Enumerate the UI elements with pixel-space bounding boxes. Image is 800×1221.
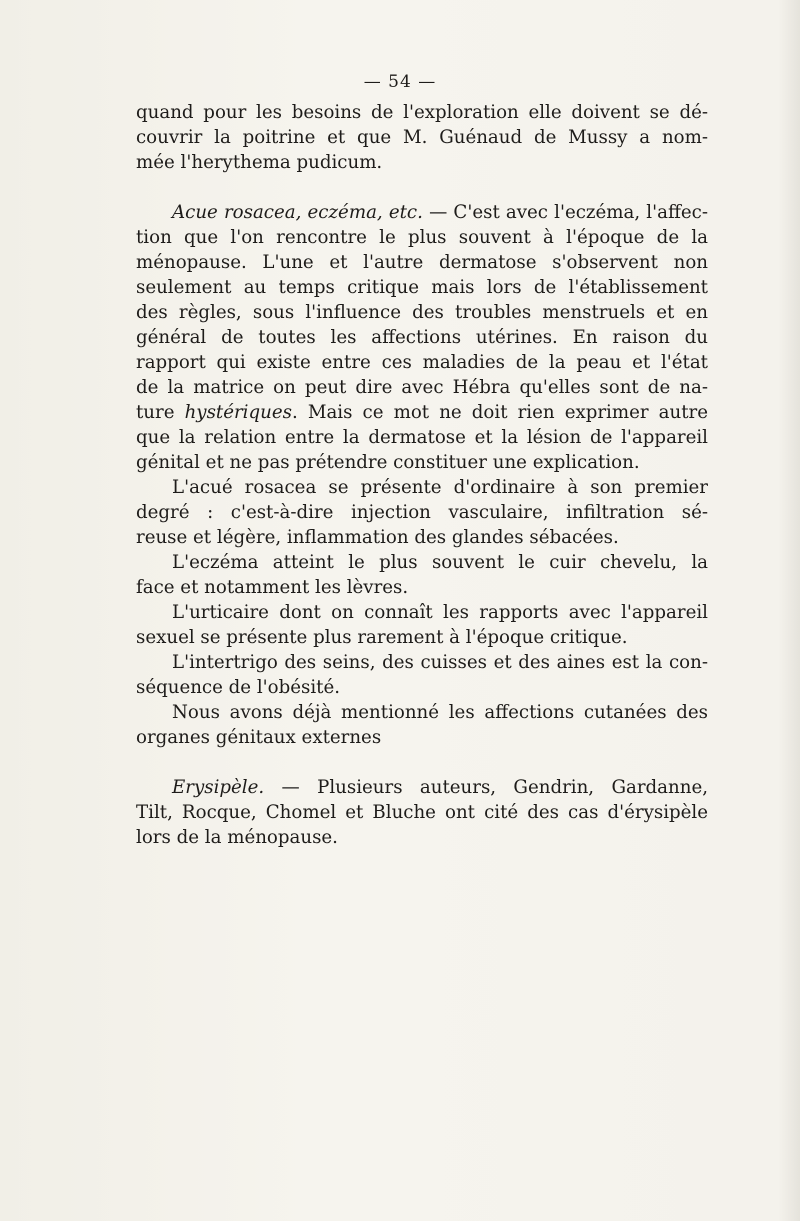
- page-number: — 54 —: [363, 72, 437, 92]
- text-line: quand pour les besoins de l'exploration elle doivent se dé-: [136, 102, 708, 123]
- body-text: [136, 100, 708, 850]
- text-line: de la matrice on peut dire avec Hébra qu'elles sont de na-: [136, 377, 708, 398]
- text-line: lors de la ménopause.: [136, 827, 338, 848]
- text-line: face et notamment les lèvres.: [136, 577, 409, 598]
- text-line: organes génitaux externes: [136, 727, 382, 748]
- text-line: des règles, sous l'influence des troubles menstruels et en: [136, 302, 708, 323]
- text-line: reuse et légère, inflammation des glandes sébacées.: [136, 527, 619, 548]
- text-line: sexuel se présente plus rarement à l'époque critique.: [136, 627, 628, 648]
- section-heading: Acue rosacea, eczéma, etc.: [172, 202, 423, 223]
- text-line: que la relation entre la dermatose et la lésion de l'appareil: [136, 427, 708, 448]
- text-line: L'acué rosacea se présente d'ordinaire à son premier: [172, 477, 708, 498]
- text-line: seulement au temps critique mais lors de l'établissement: [136, 277, 708, 298]
- text-line: Tilt, Rocque, Chomel et Bluche ont cité des cas d'érysipèle: [136, 802, 708, 823]
- text-line: génital et ne pas prétendre constituer une explication.: [136, 452, 640, 473]
- emphasis: hystériques: [184, 402, 292, 423]
- text-line: séquence de l'obésité.: [136, 677, 341, 698]
- text-line: L'intertrigo des seins, des cuisses et des aines est la con-: [172, 652, 708, 673]
- text-line: degré : c'est-à-dire injection vasculaire, infiltration sé-: [136, 502, 708, 523]
- text-line: L'urticaire dont on connaît les rapports avec l'appareil: [172, 602, 708, 623]
- text-line: ménopause. L'une et l'autre dermatose s'observent non: [136, 252, 708, 273]
- text-line: mée l'herythema pudicum.: [136, 152, 383, 173]
- text-line: Erysipèle. — Plusieurs auteurs, Gendrin, Gardanne,: [172, 777, 708, 798]
- section-heading: Erysipèle.: [172, 777, 265, 798]
- text-line: ture hystériques. Mais ce mot ne doit rien exprimer autre: [136, 402, 708, 423]
- text-line: Acue rosacea, eczéma, etc. — C'est avec l'eczéma, l'affec-: [172, 202, 708, 223]
- page-edge-shadow: [778, 0, 800, 1221]
- text-line: général de toutes les affections utérines. En raison du: [136, 327, 708, 348]
- text-line: Nous avons déjà mentionné les affections cutanées des: [172, 702, 708, 723]
- text-line: couvrir la poitrine et que M. Guénaud de Mussy a nom-: [136, 127, 708, 148]
- text-line: tion que l'on rencontre le plus souvent à l'époque de la: [136, 227, 708, 248]
- text-line: L'eczéma atteint le plus souvent le cuir chevelu, la: [172, 552, 708, 573]
- text-line: rapport qui existe entre ces maladies de la peau et l'état: [136, 352, 708, 373]
